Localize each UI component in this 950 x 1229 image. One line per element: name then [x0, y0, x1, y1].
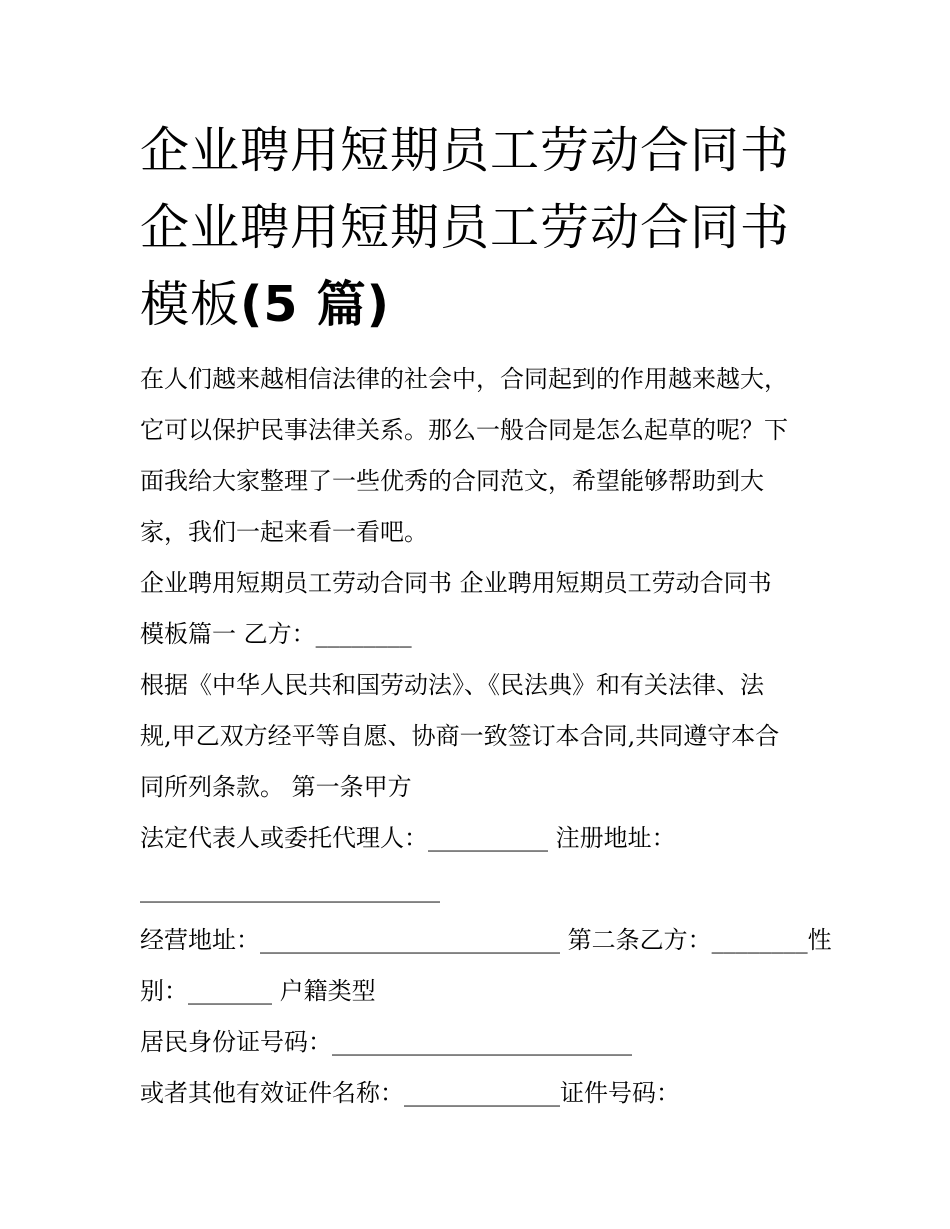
other-id-paragraph [140, 1068, 830, 1119]
text-line: 面我给大家整理了一些优秀的合同范文，希望能够帮助到大 [140, 467, 764, 495]
text-line: 别：_______ 户籍类型 [140, 977, 376, 1005]
text-line: 法定代表人或委托代理人：__________ 注册地址： [140, 824, 676, 852]
text-line: 在人们越来越相信法律的社会中，合同起到的作用越来越大， [140, 365, 788, 393]
text-line: 规,甲乙双方经平等自愿、协商一致签订本合同,共同遵守本合 [140, 722, 780, 750]
text-line: 家，我们一起来看一看吧。 [140, 518, 428, 546]
party-a-paragraph [140, 813, 830, 915]
title-line: 企业聘用短期员工劳动合同书 [140, 199, 791, 256]
title-line: 企业聘用短期员工劳动合同书 [140, 122, 791, 179]
text-line: 同所列条款。 第一条甲方 [140, 773, 412, 801]
text-line: 它可以保护民事法律关系。那么一般合同是怎么起草的呢？下 [140, 416, 788, 444]
document-body [140, 354, 830, 1119]
legal-basis-paragraph [140, 660, 830, 813]
text-line: 居民身份证号码：_________________________ [140, 1028, 632, 1056]
text-line: 企业聘用短期员工劳动合同书 企业聘用短期员工劳动合同书 [140, 569, 772, 597]
document-title [140, 112, 840, 343]
text-line: _________________________ [140, 875, 440, 903]
text-line: 模板篇一 乙方：________ [140, 620, 412, 648]
id-number-paragraph [140, 1017, 830, 1068]
title-suffix: (5 篇) [240, 276, 390, 333]
party-b-paragraph [140, 915, 830, 1017]
text-line: 根据《中华人民共和国劳动法》、《民法典》和有关法律、法 [140, 671, 764, 699]
text-line: 经营地址：_________________________ 第二条乙方：________性 [140, 926, 832, 954]
intro-paragraph [140, 354, 830, 558]
text-line: 或者其他有效证件名称：_____________证件号码： [140, 1079, 680, 1107]
title-line [140, 266, 840, 343]
title-line-text: 模板 [140, 276, 241, 333]
contract-heading-paragraph [140, 558, 830, 660]
